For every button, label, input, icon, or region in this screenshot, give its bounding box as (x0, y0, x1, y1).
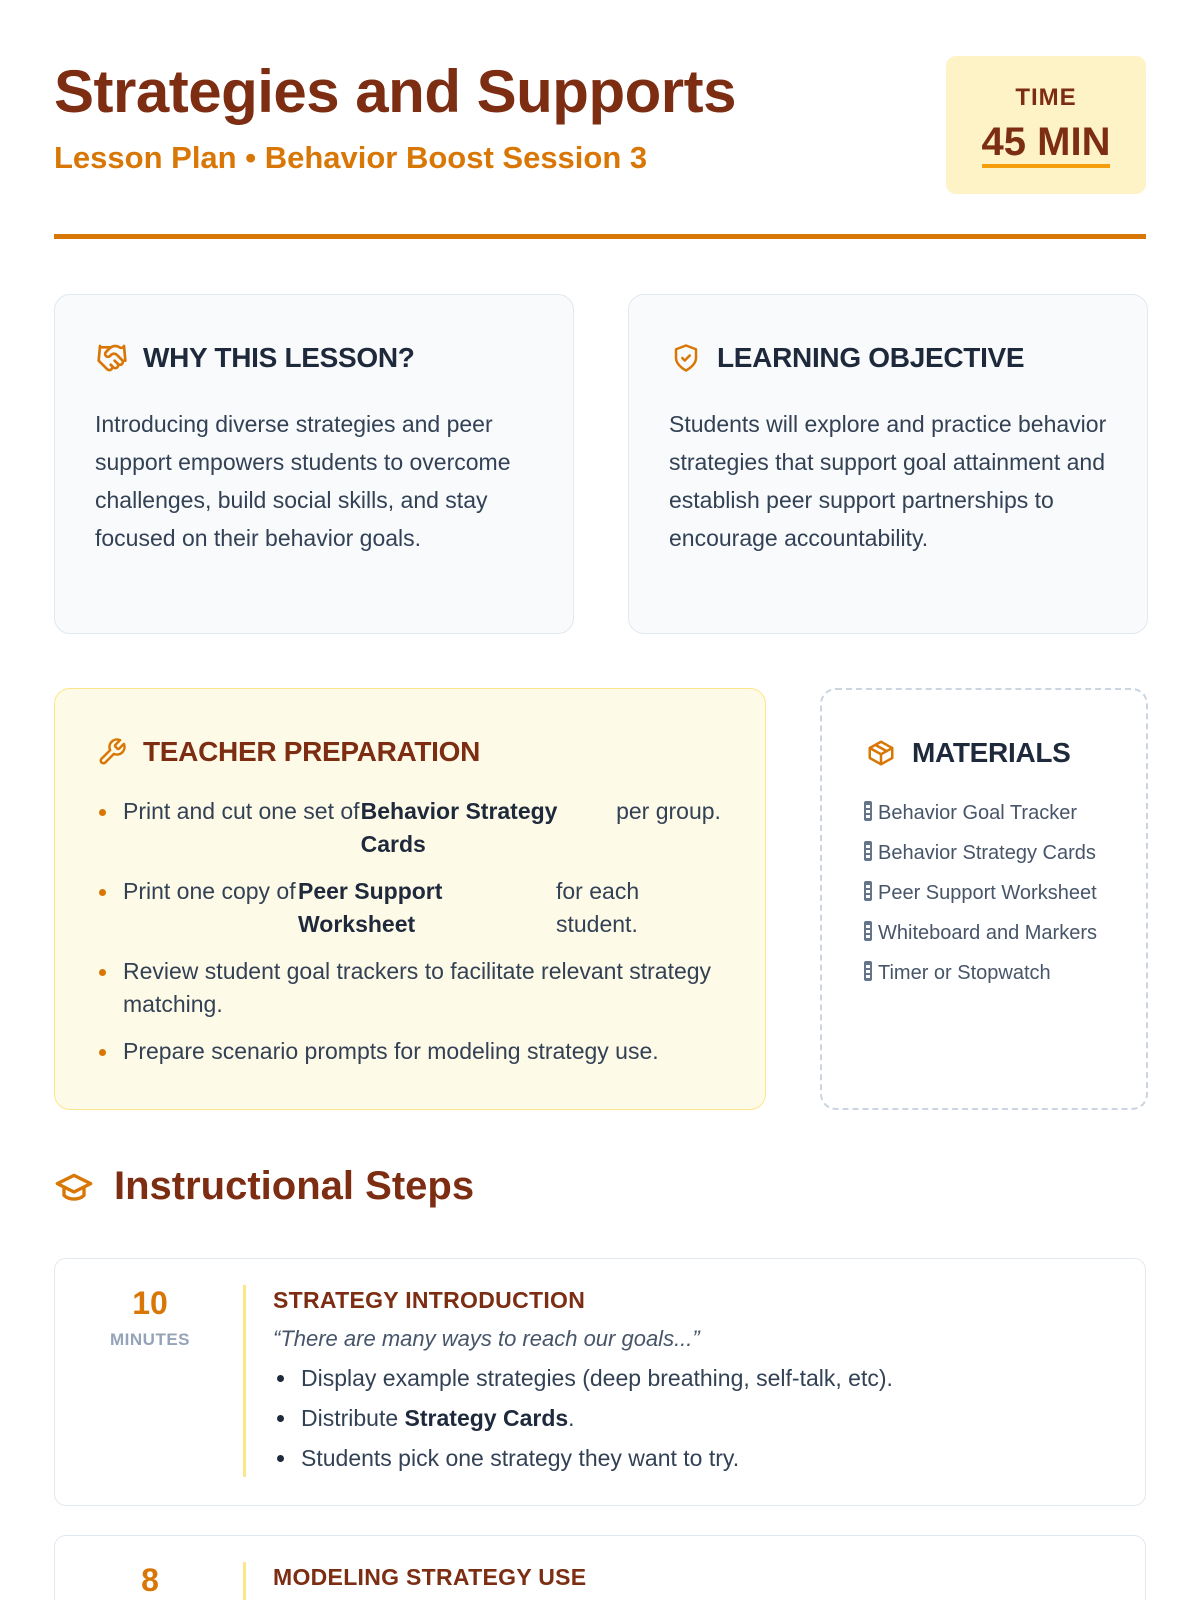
prep-item-text: Print one copy of (123, 878, 296, 904)
prep-item-text: Print and cut one set of (123, 798, 360, 824)
prep-item-text: for each student. (556, 878, 640, 937)
material-item (864, 840, 1116, 867)
material-item (864, 960, 1116, 987)
material-item (864, 920, 1116, 947)
header-divider (54, 234, 1146, 239)
material-glyph-icon (864, 881, 872, 901)
teacher-prep-card (54, 688, 766, 1110)
material-label: Whiteboard and Markers (878, 922, 1097, 944)
material-label: Behavior Goal Tracker (878, 802, 1077, 824)
step-bullet: Students pick one strategy they want to try. (273, 1438, 1115, 1478)
prep-item: Review student goal trackers to facilitate relevant strategy matching. (95, 955, 725, 1021)
step-bullet (273, 1398, 1115, 1438)
materials-list (864, 800, 1116, 1000)
material-label: Timer or Stopwatch (878, 962, 1051, 984)
step-title: MODELING STRATEGY USE (273, 1564, 587, 1590)
page-subtitle: Lesson Plan • Behavior Boost Session 3 (54, 140, 648, 175)
step-duration-unit: MINUTES (110, 1330, 190, 1349)
prep-heading: TEACHER PREPARATION (143, 736, 481, 767)
prep-item (95, 795, 725, 861)
prep-item-bold: Behavior Strategy Cards (360, 798, 558, 857)
step-divider (243, 1562, 246, 1600)
steps-section-heading (54, 1164, 474, 1209)
objective-body: Students will explore and practice behavior strategies that support goal attainment and establish peer support partnerships to encourage accountability. (669, 411, 1107, 551)
prep-item: Prepare scenario prompts for modeling strategy use. (95, 1035, 725, 1068)
material-glyph-icon (864, 961, 872, 981)
step-duration (55, 1285, 245, 1350)
time-value: 45 MIN (982, 120, 1111, 168)
materials-heading: MATERIALS (912, 737, 1071, 768)
prep-list (95, 795, 725, 1082)
material-label: Behavior Strategy Cards (878, 842, 1096, 864)
material-item (864, 880, 1116, 907)
graduation-cap-icon (54, 1167, 94, 1207)
shield-check-icon (669, 341, 703, 375)
step-bullet: Display example strategies (deep breathing, self-talk, etc). (273, 1358, 1115, 1398)
material-glyph-icon (864, 841, 872, 861)
box-icon (864, 736, 898, 770)
objective-card (628, 294, 1148, 634)
steps-heading: Instructional Steps (114, 1164, 475, 1208)
material-item (864, 800, 1116, 827)
step-duration-number: 10 (132, 1285, 168, 1321)
page-header (54, 56, 1146, 186)
step-duration (55, 1562, 245, 1599)
handshake-icon (95, 341, 129, 375)
step-title: STRATEGY INTRODUCTION (273, 1287, 586, 1313)
step-divider (243, 1285, 246, 1477)
time-badge (946, 56, 1146, 194)
step-content (273, 1287, 1115, 1478)
material-glyph-icon (864, 801, 872, 821)
objective-heading: LEARNING OBJECTIVE (717, 342, 1025, 373)
step-bullets (273, 1358, 1115, 1478)
why-heading: WHY THIS LESSON? (143, 342, 415, 373)
step-bullet-text: . (568, 1405, 575, 1431)
step-bullet-text: Distribute (301, 1405, 405, 1431)
step-card (54, 1535, 1146, 1600)
prep-item (95, 875, 725, 941)
step-quote: “There are many ways to reach our goals...” (273, 1326, 700, 1351)
step-content (273, 1564, 1115, 1591)
why-card (54, 294, 574, 634)
why-body: Introducing diverse strategies and peer support empowers students to overcome challenges, build social skills, and stay focused on their behavior goals. (95, 411, 511, 551)
page-title: Strategies and Supports (54, 58, 736, 125)
time-label: TIME (1015, 84, 1077, 111)
material-label: Peer Support Worksheet (878, 882, 1097, 904)
materials-card (820, 688, 1148, 1110)
prep-item-bold: Peer Support Worksheet (298, 878, 443, 937)
material-glyph-icon (864, 921, 872, 941)
step-duration-number: 8 (141, 1562, 159, 1598)
step-bullet-bold: Strategy Cards (404, 1405, 569, 1431)
wrench-icon (95, 735, 129, 769)
prep-item-text: per group. (616, 798, 721, 824)
step-card (54, 1258, 1146, 1506)
